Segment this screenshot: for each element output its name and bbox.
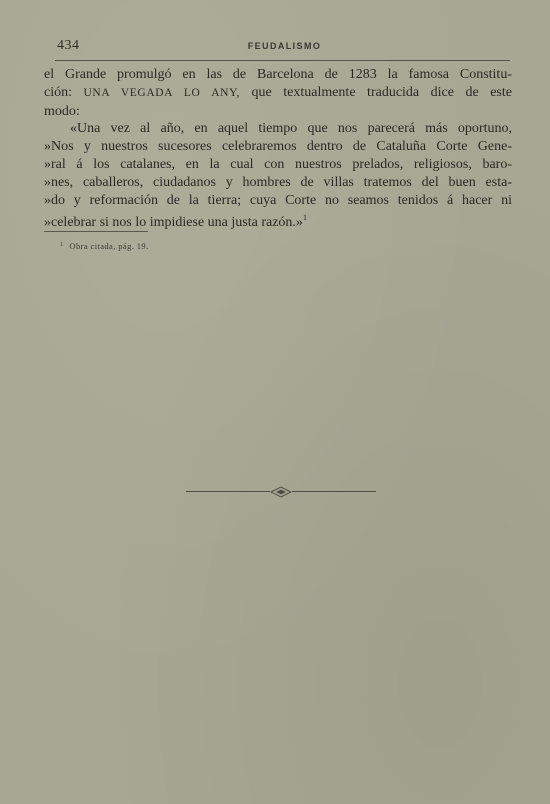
end-ornament <box>186 486 376 498</box>
footnote <box>60 241 149 251</box>
quote-line: »celebrar si nos lo impidiese una justa razón.»$^1$ <box>44 213 307 231</box>
text-line: modo: <box>44 103 80 119</box>
diamond-ornament-icon <box>270 486 292 498</box>
quote-line: «Una vez al año, en aquel tiempo que nos parecerá más oportuno, <box>70 121 512 137</box>
footnote-reference: 1 <box>302 213 307 223</box>
small-caps-phrase: UNA VEGADA LO ANY, <box>83 86 240 99</box>
running-title: FEUDALISMO <box>247 41 322 51</box>
page-number: 434 <box>57 38 80 53</box>
page-header <box>57 38 512 58</box>
ornament-rule-right <box>292 491 376 492</box>
footnote-marker: 1 <box>60 242 64 248</box>
quote-line: »nes, caballeros, ciudadanos y hombres de villas tratemos del buen esta- <box>44 174 512 190</box>
ornament-rule-left <box>186 491 270 492</box>
header-rule <box>55 60 510 61</box>
text-line: el Grande promulgó en las de Barcelona de 1283 la famosa Constitu- <box>44 67 512 82</box>
quote-line: »ral á los catalanes, en la cual con nuestros prelados, religiosos, baro- <box>44 156 512 172</box>
text-line: ción: UNA VEGADA LO ANY, que textualmente traducida dice de este <box>44 84 512 100</box>
quote-line: »Nos y nuestros sucesores celebraremos dentro de Cataluña Corte Gene- <box>44 139 512 155</box>
footnote-rule <box>44 231 148 232</box>
footnote-text: Obra citada, pág. 19. <box>69 241 149 251</box>
quote-line: »do y reformación de la tierra; cuya Corte no seamos tenidos á hacer ni <box>44 192 512 208</box>
body-text <box>44 66 512 232</box>
